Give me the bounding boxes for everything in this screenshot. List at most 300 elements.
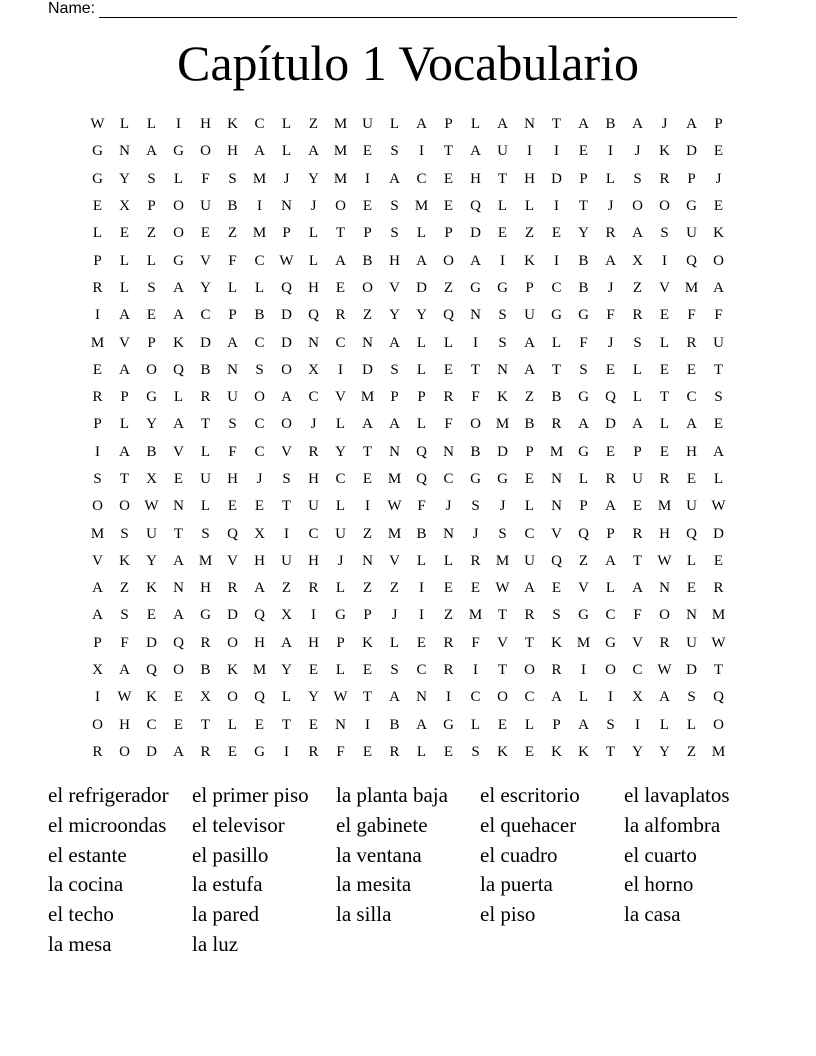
- grid-letter[interactable]: T: [362, 689, 373, 706]
- grid-letter[interactable]: C: [524, 689, 535, 706]
- grid-letter[interactable]: L: [227, 279, 238, 296]
- grid-letter[interactable]: I: [527, 143, 532, 160]
- grid-letter[interactable]: L: [389, 116, 400, 133]
- grid-letter[interactable]: Y: [146, 552, 157, 569]
- grid-letter[interactable]: V: [119, 334, 130, 351]
- grid-letter[interactable]: L: [686, 716, 697, 733]
- grid-letter[interactable]: Y: [659, 743, 670, 760]
- grid-letter[interactable]: P: [93, 252, 102, 269]
- grid-letter[interactable]: O: [119, 743, 130, 760]
- grid-letter[interactable]: E: [92, 361, 103, 378]
- grid-letter[interactable]: M: [333, 143, 348, 160]
- grid-letter[interactable]: X: [200, 689, 211, 706]
- grid-letter[interactable]: A: [227, 334, 238, 351]
- grid-letter[interactable]: A: [524, 580, 535, 597]
- grid-letter[interactable]: R: [659, 170, 670, 187]
- grid-letter[interactable]: P: [633, 443, 642, 460]
- grid-letter[interactable]: S: [714, 389, 723, 406]
- grid-letter[interactable]: U: [524, 552, 535, 569]
- grid-letter[interactable]: S: [120, 525, 129, 542]
- grid-letter[interactable]: L: [200, 443, 211, 460]
- grid-letter[interactable]: L: [92, 225, 103, 242]
- grid-letter[interactable]: I: [284, 743, 289, 760]
- grid-letter[interactable]: G: [605, 634, 616, 651]
- grid-letter[interactable]: E: [308, 662, 319, 679]
- grid-letter[interactable]: B: [470, 443, 481, 460]
- grid-letter[interactable]: O: [200, 143, 211, 160]
- grid-letter[interactable]: P: [714, 116, 723, 133]
- grid-letter[interactable]: E: [578, 143, 589, 160]
- grid-letter[interactable]: T: [713, 662, 724, 679]
- grid-letter[interactable]: N: [551, 471, 562, 487]
- grid-letter[interactable]: E: [362, 743, 373, 760]
- grid-letter[interactable]: A: [713, 279, 724, 296]
- grid-letter[interactable]: F: [471, 389, 480, 406]
- grid-letter[interactable]: X: [632, 689, 643, 706]
- grid-letter[interactable]: O: [92, 498, 103, 515]
- grid-letter[interactable]: O: [254, 389, 265, 406]
- grid-letter[interactable]: K: [227, 116, 238, 133]
- grid-letter[interactable]: G: [173, 252, 184, 269]
- grid-letter[interactable]: K: [551, 634, 562, 651]
- grid-letter[interactable]: L: [578, 471, 589, 487]
- grid-letter[interactable]: I: [419, 607, 424, 624]
- grid-letter[interactable]: F: [120, 634, 129, 651]
- grid-letter[interactable]: I: [500, 252, 505, 269]
- grid-letter[interactable]: M: [684, 279, 699, 296]
- grid-letter[interactable]: B: [146, 443, 157, 460]
- grid-letter[interactable]: E: [119, 225, 130, 242]
- grid-letter[interactable]: I: [662, 252, 667, 269]
- grid-letter[interactable]: R: [551, 416, 562, 433]
- grid-letter[interactable]: D: [686, 143, 697, 160]
- grid-letter[interactable]: E: [713, 143, 724, 160]
- grid-letter[interactable]: T: [497, 607, 508, 624]
- grid-letter[interactable]: P: [606, 525, 615, 542]
- grid-letter[interactable]: U: [686, 498, 697, 515]
- grid-letter[interactable]: O: [173, 198, 184, 215]
- grid-letter[interactable]: I: [95, 307, 100, 324]
- grid-letter[interactable]: W: [711, 634, 726, 651]
- grid-letter[interactable]: E: [173, 689, 184, 706]
- grid-letter[interactable]: S: [390, 361, 399, 378]
- grid-letter[interactable]: S: [120, 607, 129, 624]
- grid-letter[interactable]: E: [497, 716, 508, 733]
- grid-letter[interactable]: X: [92, 662, 103, 679]
- grid-letter[interactable]: E: [335, 279, 346, 296]
- grid-letter[interactable]: S: [228, 170, 237, 187]
- grid-letter[interactable]: I: [554, 198, 559, 215]
- grid-letter[interactable]: W: [495, 580, 510, 597]
- grid-letter[interactable]: L: [524, 498, 535, 515]
- grid-letter[interactable]: F: [228, 252, 237, 269]
- grid-letter[interactable]: S: [201, 525, 210, 542]
- grid-letter[interactable]: M: [711, 607, 726, 624]
- grid-letter[interactable]: F: [579, 334, 588, 351]
- grid-letter[interactable]: S: [660, 225, 669, 242]
- grid-letter[interactable]: O: [146, 361, 157, 378]
- grid-letter[interactable]: L: [443, 552, 454, 569]
- grid-letter[interactable]: R: [605, 225, 616, 242]
- grid-letter[interactable]: M: [495, 416, 510, 433]
- grid-letter[interactable]: H: [308, 634, 319, 651]
- grid-letter[interactable]: C: [146, 716, 157, 733]
- grid-letter[interactable]: O: [173, 225, 184, 242]
- grid-letter[interactable]: G: [470, 279, 481, 296]
- grid-letter[interactable]: A: [686, 416, 697, 433]
- grid-letter[interactable]: A: [173, 552, 184, 569]
- grid-letter[interactable]: R: [551, 662, 562, 679]
- grid-letter[interactable]: J: [283, 170, 290, 187]
- grid-letter[interactable]: R: [443, 389, 454, 406]
- grid-letter[interactable]: N: [470, 307, 481, 324]
- grid-letter[interactable]: L: [119, 416, 130, 433]
- grid-letter[interactable]: U: [146, 525, 157, 542]
- grid-letter[interactable]: H: [227, 143, 238, 160]
- grid-letter[interactable]: K: [146, 580, 157, 597]
- grid-letter[interactable]: N: [686, 607, 697, 624]
- grid-letter[interactable]: U: [281, 552, 292, 569]
- grid-letter[interactable]: T: [497, 170, 508, 187]
- grid-letter[interactable]: T: [551, 116, 562, 133]
- grid-letter[interactable]: Z: [632, 279, 643, 296]
- grid-letter[interactable]: S: [471, 743, 480, 760]
- grid-letter[interactable]: P: [390, 389, 399, 406]
- grid-letter[interactable]: Q: [146, 662, 157, 679]
- grid-letter[interactable]: A: [551, 689, 562, 706]
- grid-letter[interactable]: G: [578, 389, 589, 406]
- grid-letter[interactable]: L: [281, 143, 292, 160]
- grid-letter[interactable]: L: [416, 334, 427, 351]
- grid-letter[interactable]: D: [713, 525, 724, 542]
- grid-letter[interactable]: L: [335, 580, 346, 597]
- grid-letter[interactable]: R: [389, 743, 400, 760]
- grid-letter[interactable]: F: [687, 307, 696, 324]
- grid-letter[interactable]: S: [147, 279, 156, 296]
- grid-letter[interactable]: E: [92, 198, 103, 215]
- grid-letter[interactable]: C: [200, 307, 211, 324]
- grid-letter[interactable]: I: [311, 607, 316, 624]
- grid-letter[interactable]: L: [605, 170, 616, 187]
- grid-letter[interactable]: H: [308, 279, 319, 296]
- grid-letter[interactable]: V: [200, 252, 211, 269]
- grid-letter[interactable]: A: [605, 252, 616, 269]
- grid-letter[interactable]: B: [578, 252, 589, 269]
- grid-letter[interactable]: Z: [443, 279, 454, 296]
- grid-letter[interactable]: L: [281, 116, 292, 133]
- grid-letter[interactable]: M: [495, 552, 510, 569]
- grid-letter[interactable]: Q: [308, 307, 319, 324]
- grid-letter[interactable]: T: [281, 716, 292, 733]
- grid-letter[interactable]: N: [362, 552, 373, 569]
- grid-letter[interactable]: J: [499, 498, 506, 515]
- grid-letter[interactable]: F: [633, 607, 642, 624]
- grid-letter[interactable]: N: [362, 334, 373, 351]
- grid-letter[interactable]: O: [335, 198, 346, 215]
- grid-letter[interactable]: D: [227, 607, 238, 624]
- grid-letter[interactable]: D: [146, 743, 157, 760]
- grid-letter[interactable]: W: [333, 689, 348, 706]
- grid-letter[interactable]: V: [389, 279, 400, 296]
- grid-letter[interactable]: E: [443, 198, 454, 215]
- grid-letter[interactable]: Q: [551, 552, 562, 569]
- grid-letter[interactable]: B: [227, 198, 238, 215]
- grid-letter[interactable]: O: [470, 416, 481, 433]
- grid-letter[interactable]: R: [200, 389, 211, 406]
- grid-letter[interactable]: L: [308, 225, 319, 242]
- grid-letter[interactable]: B: [254, 307, 265, 324]
- grid-letter[interactable]: F: [714, 307, 723, 324]
- grid-letter[interactable]: O: [713, 252, 724, 269]
- grid-letter[interactable]: S: [390, 143, 399, 160]
- grid-letter[interactable]: C: [335, 334, 346, 351]
- grid-letter[interactable]: O: [497, 689, 508, 706]
- grid-letter[interactable]: Q: [605, 389, 616, 406]
- grid-letter[interactable]: A: [659, 689, 670, 706]
- grid-letter[interactable]: V: [551, 525, 562, 542]
- grid-letter[interactable]: L: [416, 225, 427, 242]
- grid-letter[interactable]: E: [686, 580, 697, 597]
- grid-letter[interactable]: L: [281, 689, 292, 706]
- grid-letter[interactable]: L: [146, 252, 157, 269]
- grid-letter[interactable]: M: [387, 525, 402, 542]
- grid-letter[interactable]: A: [632, 116, 643, 133]
- grid-letter[interactable]: R: [92, 743, 103, 760]
- grid-letter[interactable]: A: [605, 498, 616, 515]
- grid-letter[interactable]: Y: [200, 279, 211, 296]
- grid-letter[interactable]: A: [389, 689, 400, 706]
- grid-letter[interactable]: L: [119, 116, 130, 133]
- grid-letter[interactable]: S: [471, 498, 480, 515]
- grid-letter[interactable]: Q: [254, 607, 265, 624]
- grid-letter[interactable]: H: [470, 170, 481, 187]
- grid-letter[interactable]: E: [362, 198, 373, 215]
- name-blank-line[interactable]: [99, 3, 737, 18]
- grid-letter[interactable]: Q: [173, 634, 184, 651]
- grid-letter[interactable]: E: [443, 743, 454, 760]
- grid-letter[interactable]: A: [713, 443, 724, 460]
- grid-letter[interactable]: Y: [389, 307, 400, 324]
- grid-letter[interactable]: L: [659, 334, 670, 351]
- grid-letter[interactable]: E: [713, 416, 724, 433]
- grid-letter[interactable]: A: [119, 662, 130, 679]
- grid-letter[interactable]: M: [252, 170, 267, 187]
- grid-letter[interactable]: N: [497, 361, 508, 378]
- grid-letter[interactable]: N: [416, 689, 427, 706]
- grid-letter[interactable]: I: [635, 716, 640, 733]
- grid-letter[interactable]: B: [551, 389, 562, 406]
- grid-letter[interactable]: D: [470, 225, 481, 242]
- grid-letter[interactable]: O: [605, 662, 616, 679]
- grid-letter[interactable]: Z: [362, 525, 373, 542]
- grid-letter[interactable]: I: [95, 443, 100, 460]
- grid-letter[interactable]: V: [497, 634, 508, 651]
- grid-letter[interactable]: N: [443, 443, 454, 460]
- grid-letter[interactable]: E: [254, 716, 265, 733]
- grid-letter[interactable]: S: [633, 334, 642, 351]
- grid-letter[interactable]: U: [308, 498, 319, 515]
- grid-letter[interactable]: D: [497, 443, 508, 460]
- grid-letter[interactable]: D: [686, 662, 697, 679]
- grid-letter[interactable]: R: [470, 552, 481, 569]
- grid-letter[interactable]: R: [632, 525, 643, 542]
- grid-letter[interactable]: S: [93, 471, 102, 487]
- grid-letter[interactable]: L: [308, 252, 319, 269]
- grid-letter[interactable]: W: [144, 498, 159, 515]
- grid-letter[interactable]: I: [608, 689, 613, 706]
- grid-letter[interactable]: O: [443, 252, 454, 269]
- grid-letter[interactable]: S: [498, 525, 507, 542]
- grid-letter[interactable]: G: [470, 471, 481, 487]
- grid-letter[interactable]: H: [686, 443, 697, 460]
- grid-letter[interactable]: A: [578, 116, 589, 133]
- grid-letter[interactable]: A: [605, 552, 616, 569]
- grid-letter[interactable]: L: [578, 689, 589, 706]
- grid-letter[interactable]: T: [632, 552, 643, 569]
- grid-letter[interactable]: P: [228, 307, 237, 324]
- grid-letter[interactable]: A: [389, 170, 400, 187]
- grid-letter[interactable]: K: [713, 225, 724, 242]
- grid-letter[interactable]: S: [390, 225, 399, 242]
- grid-letter[interactable]: S: [633, 170, 642, 187]
- grid-letter[interactable]: I: [95, 689, 100, 706]
- grid-letter[interactable]: H: [308, 552, 319, 569]
- grid-letter[interactable]: T: [713, 361, 724, 378]
- grid-letter[interactable]: Z: [578, 552, 589, 569]
- grid-letter[interactable]: C: [254, 443, 265, 460]
- grid-letter[interactable]: G: [578, 443, 589, 460]
- grid-letter[interactable]: C: [605, 607, 616, 624]
- grid-letter[interactable]: T: [362, 443, 373, 460]
- grid-letter[interactable]: Q: [686, 525, 697, 542]
- grid-letter[interactable]: E: [524, 743, 535, 760]
- grid-letter[interactable]: S: [282, 471, 291, 487]
- grid-letter[interactable]: E: [524, 471, 535, 487]
- grid-letter[interactable]: B: [389, 716, 400, 733]
- grid-letter[interactable]: M: [711, 743, 726, 760]
- grid-letter[interactable]: U: [524, 307, 535, 324]
- grid-letter[interactable]: V: [173, 443, 184, 460]
- grid-letter[interactable]: D: [416, 279, 427, 296]
- grid-letter[interactable]: E: [227, 498, 238, 515]
- grid-letter[interactable]: T: [470, 361, 481, 378]
- grid-letter[interactable]: X: [281, 607, 292, 624]
- grid-letter[interactable]: A: [281, 389, 292, 406]
- grid-letter[interactable]: Y: [146, 416, 157, 433]
- grid-letter[interactable]: S: [255, 361, 264, 378]
- grid-letter[interactable]: X: [146, 471, 157, 487]
- grid-letter[interactable]: L: [335, 662, 346, 679]
- grid-letter[interactable]: R: [92, 389, 103, 406]
- grid-letter[interactable]: L: [119, 279, 130, 296]
- grid-letter[interactable]: C: [308, 389, 319, 406]
- grid-letter[interactable]: L: [389, 634, 400, 651]
- grid-letter[interactable]: A: [146, 143, 157, 160]
- grid-letter[interactable]: D: [146, 634, 157, 651]
- grid-letter[interactable]: E: [497, 225, 508, 242]
- grid-letter[interactable]: I: [446, 689, 451, 706]
- grid-letter[interactable]: E: [200, 225, 211, 242]
- grid-letter[interactable]: L: [632, 361, 643, 378]
- grid-letter[interactable]: V: [281, 443, 292, 460]
- grid-letter[interactable]: G: [92, 143, 103, 160]
- grid-letter[interactable]: P: [579, 498, 588, 515]
- grid-letter[interactable]: O: [92, 716, 103, 733]
- grid-letter[interactable]: U: [713, 334, 724, 351]
- grid-letter[interactable]: G: [551, 307, 562, 324]
- grid-letter[interactable]: N: [335, 716, 346, 733]
- grid-letter[interactable]: K: [119, 552, 130, 569]
- grid-letter[interactable]: K: [146, 689, 157, 706]
- grid-letter[interactable]: H: [659, 525, 670, 542]
- grid-letter[interactable]: R: [335, 307, 346, 324]
- grid-letter[interactable]: T: [578, 198, 589, 215]
- grid-letter[interactable]: K: [524, 252, 535, 269]
- grid-letter[interactable]: P: [444, 116, 453, 133]
- grid-letter[interactable]: E: [146, 607, 157, 624]
- grid-letter[interactable]: A: [578, 416, 589, 433]
- grid-letter[interactable]: S: [147, 170, 156, 187]
- grid-letter[interactable]: F: [471, 634, 480, 651]
- grid-letter[interactable]: Z: [524, 225, 535, 242]
- grid-letter[interactable]: J: [391, 607, 398, 624]
- grid-letter[interactable]: X: [632, 252, 643, 269]
- grid-letter[interactable]: Z: [227, 225, 238, 242]
- grid-letter[interactable]: S: [687, 689, 696, 706]
- grid-letter[interactable]: L: [713, 471, 724, 487]
- grid-letter[interactable]: Z: [119, 580, 130, 597]
- grid-letter[interactable]: U: [227, 389, 238, 406]
- grid-letter[interactable]: Y: [308, 689, 319, 706]
- grid-letter[interactable]: A: [416, 716, 427, 733]
- grid-letter[interactable]: W: [117, 689, 132, 706]
- grid-letter[interactable]: J: [607, 279, 614, 296]
- grid-letter[interactable]: S: [606, 716, 615, 733]
- grid-letter[interactable]: N: [308, 334, 319, 351]
- grid-letter[interactable]: L: [497, 198, 508, 215]
- grid-letter[interactable]: E: [551, 225, 562, 242]
- grid-letter[interactable]: N: [524, 116, 535, 133]
- grid-letter[interactable]: A: [632, 416, 643, 433]
- grid-letter[interactable]: T: [200, 416, 211, 433]
- grid-letter[interactable]: O: [281, 361, 292, 378]
- grid-letter[interactable]: A: [119, 361, 130, 378]
- grid-letter[interactable]: D: [551, 170, 562, 187]
- grid-letter[interactable]: L: [254, 279, 265, 296]
- grid-letter[interactable]: W: [387, 498, 402, 515]
- grid-letter[interactable]: I: [608, 143, 613, 160]
- grid-letter[interactable]: P: [147, 334, 156, 351]
- grid-letter[interactable]: S: [390, 198, 399, 215]
- grid-letter[interactable]: P: [363, 225, 372, 242]
- grid-letter[interactable]: Q: [686, 252, 697, 269]
- grid-letter[interactable]: K: [362, 634, 373, 651]
- grid-letter[interactable]: R: [659, 471, 670, 487]
- grid-letter[interactable]: M: [333, 170, 348, 187]
- grid-letter[interactable]: T: [551, 361, 562, 378]
- grid-letter[interactable]: Y: [119, 170, 130, 187]
- grid-letter[interactable]: C: [632, 662, 643, 679]
- grid-letter[interactable]: B: [200, 361, 211, 378]
- grid-letter[interactable]: J: [715, 170, 722, 187]
- grid-letter[interactable]: A: [497, 116, 508, 133]
- grid-letter[interactable]: Q: [443, 307, 454, 324]
- grid-letter[interactable]: Q: [578, 525, 589, 542]
- grid-letter[interactable]: R: [686, 334, 697, 351]
- grid-letter[interactable]: A: [416, 252, 427, 269]
- grid-letter[interactable]: C: [524, 525, 535, 542]
- grid-letter[interactable]: R: [308, 443, 319, 460]
